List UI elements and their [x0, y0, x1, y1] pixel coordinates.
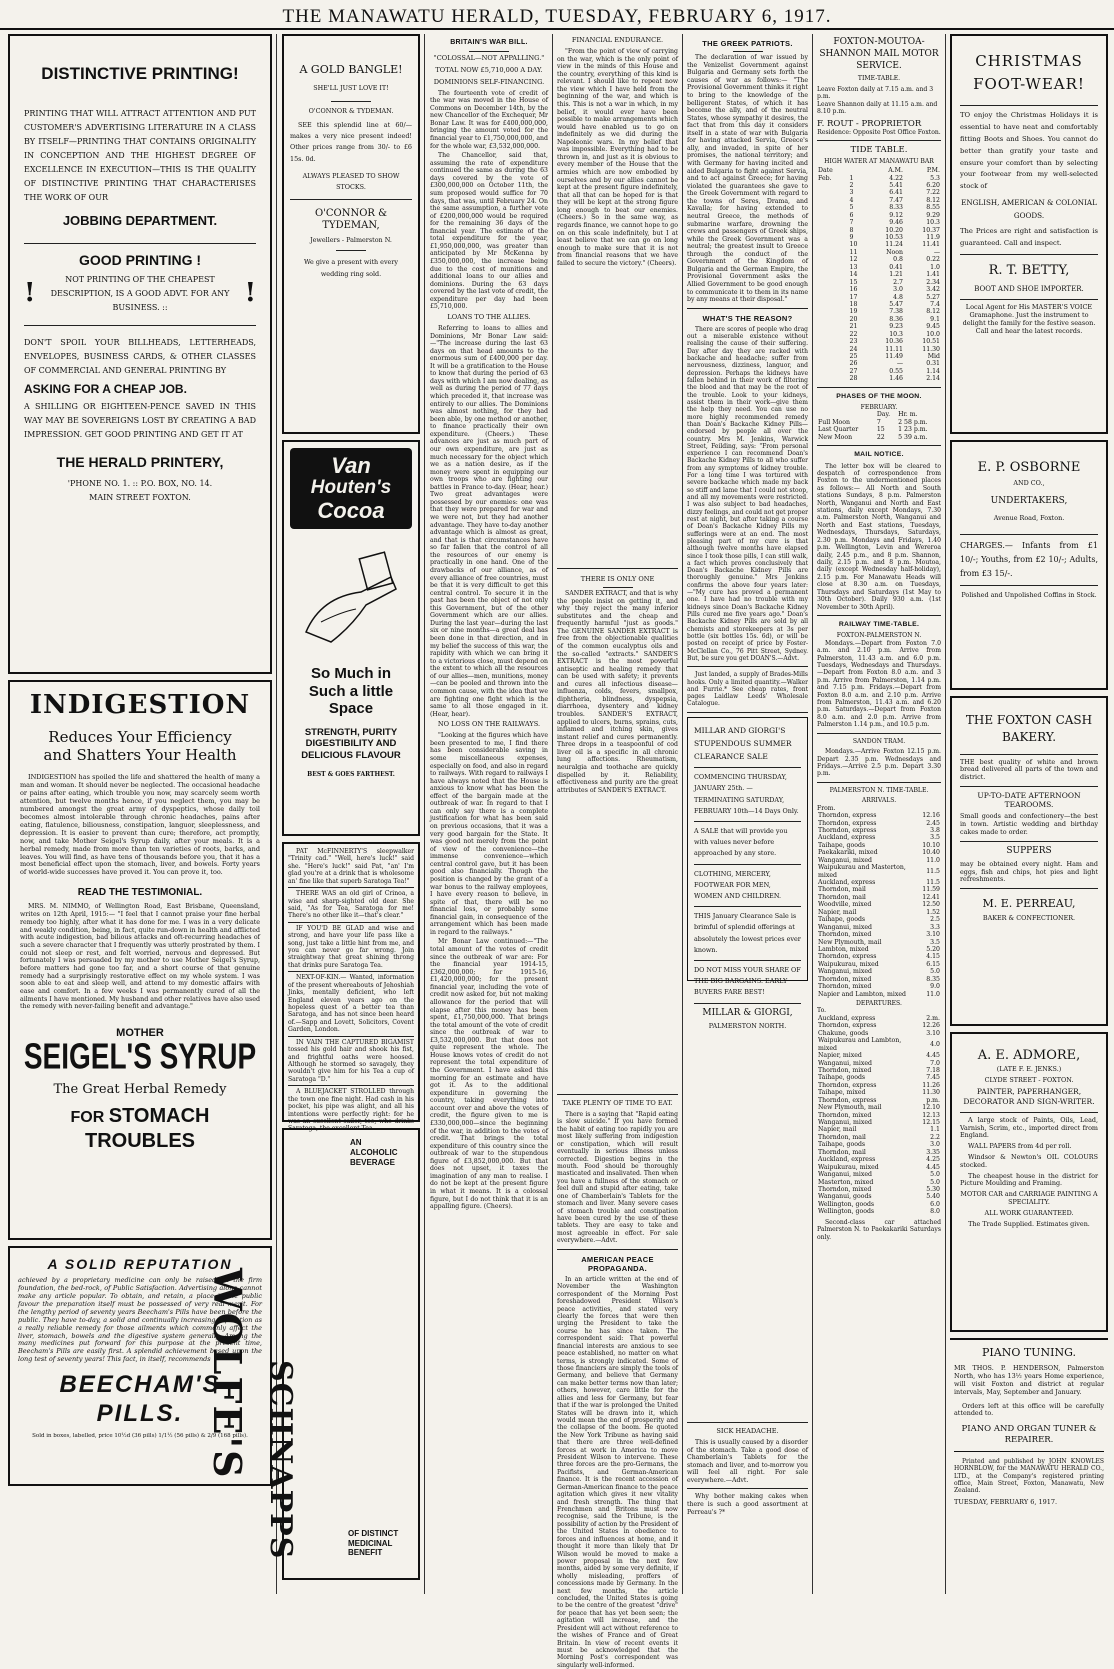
stomach-troubles: STOMACH TROUBLES — [85, 1105, 210, 1152]
imprint-date: TUESDAY, FEBRUARY 6, 1917. — [954, 1497, 1058, 1506]
beechams-pills: BEECHAM'S PILLS. — [59, 1371, 221, 1428]
bakery-tea-body: Small goods and confectionery—the best in town. Artistic wedding and birthday cakes made to order. — [960, 812, 1098, 836]
admore-addr: CLYDE STREET - FOXTON. — [984, 1075, 1074, 1084]
moon-col: Day. — [876, 411, 891, 419]
millar-title: MILLAR AND GIORGI'S STUPENDOUS SUMMER CLEARANCE SALE — [694, 725, 792, 762]
perreau-trade: BAKER & CONFECTIONER. — [982, 913, 1076, 922]
testimonial: MRS. M. NIMMO, of Wellington Road, East Brisbane, Queensland, writes on 12th April, 1915:— "I feel that I cannot praise your fine herbal remedy too highly, after what it has done for me. I was in a very delicate and weakly condition, being, in fact, quite run-down in health and afflicted with acute indigestion, bad bilious attacks and oft-recurring headaches of such a severe character that I frequently was utterly prostrated by them. I could not sleep or rest, and felt worried, nervous and depressed. But fortunately I was persuaded by my mother to use Mother Seigel's Syrup, before matters had gone too far, and a short course of that genuine remedy had a surprisingly restorative effect on my whole system. I was soon able to eat and sleep well, and attend to my domestic affairs with ease and comfort. In a few weeks I was permanently cured of all the ailments I have mentioned. My husband and other relatives have also used the remedy with never-failing benefit and advantage." — [20, 903, 260, 1011]
bangle-firm: O'CONNOR & TYDEMAN. — [308, 107, 394, 116]
cakes-notice: Why bother making cakes when there is such a good assortment at Perreau's ?* — [687, 1493, 808, 1516]
headache-head: SICK HEADACHE. — [716, 1427, 779, 1435]
railways-head: NO LOSS ON THE RAILWAYS. — [437, 720, 541, 729]
millar-b4: DO NOT MISS YOUR SHARE OF THE BIG BARGAINS. EARLY BUYERS FARE BEST! — [694, 966, 801, 997]
suppers-body: may be obtained every night. Ham and eggs, fish and chips, hot pies and light refreshments. — [960, 859, 1098, 884]
always-pleased: ALWAYS PLEASED TO SHOW STOCKS. — [302, 171, 400, 192]
tide-row: 7 9.46 10.3 — [849, 219, 940, 227]
tide-row: Feb. 1 4.22 5.3 — [818, 174, 940, 182]
war-bill-para: The Chancellor, said that, assuming the rate of expenditure continued the same as during the 63 days covered by the vote of £300,000,000 on October 11th, the sum proposed would suffice for 70 days, that was, until February 24. On the same assumption, a further vote of £200,000,000 would be required for the remaining 36 days of the financial year. The estimate of the total expenditure for the year, £1,950,000,000, was greater than anticipated by Mr McKenna by £350,000,000, the increase being due to the cost of munitions and additional loans to our allies and dominions. During the 63 days covered by the last vote of credit, the expenditure per day had been £5,710,000. — [430, 152, 548, 311]
admore-b5: MOTOR CAR and CARRIAGE PAINTING A SPECIALITY. — [960, 1190, 1098, 1207]
tide-row: 15 2.7 2.34 — [849, 278, 940, 286]
bakery-ad — [950, 696, 1108, 1026]
christmas-title: CHRISTMAS FOOT-WEAR! — [973, 52, 1085, 93]
timetable-row: Taihape, goods 7.45 — [818, 1074, 940, 1082]
timetable-row: Napier and Lambton, mixed 11.0 — [818, 990, 940, 998]
admore-name: A. E. ADMORE, — [977, 1048, 1081, 1063]
timetable-row: Waipukurau, mixed 4.45 — [818, 1163, 940, 1171]
timetable-row: Thorndon, mail 11.59 — [818, 886, 940, 894]
phone-box: 'PHONE NO. 1. :: P.O. BOX, NO. 14. — [67, 479, 213, 489]
timetable-row: Thorndon, express 3.8 — [818, 826, 940, 834]
column-7 — [950, 34, 1108, 1594]
osborne-trade: UNDERTAKERS, — [990, 495, 1068, 506]
timetable-row: Chakune, goods 3.10 — [818, 1029, 940, 1037]
space: Space — [328, 699, 374, 717]
tide-row: 2 5.41 6.20 — [849, 181, 940, 189]
osborne-co: AND CO., — [1013, 478, 1045, 487]
headache-body: This is usually caused by a disorder of the stomach. Take a good dose of Chamberlain's Tablets for the stomach and liver, and to-morrow you will feel all right. For sale everywhere.—Advt. — [687, 1439, 808, 1484]
war-bill-para: Referring to loans to allies and Dominions, Mr Bonar Law said:—"The increase during the last 63 days on that head amounts to the enormous sum of £400,000 per day. It will be a gratification to the House to know that during the period of 63 days with which I am now dealing, as well as during the period of 77 days which preceded it, that increase was entirely to our allies. The Dominions was almost nothing, for they had been able, by one method or another, to finance practically their own expenditure. (Cheers.) These advances are just as much part of our own expenditure, are just as much necessary for the object which we as a nation desire, as if the money were spent in equipping our own troops who are fighting our battles in France to-day. (Hear, hear.) Two great advantages were possessed by our enemies: one was that they were prepared for war and we were not, but they had another advantage. They have to-day another advantage which is almost as great, and that is that circumstances have so far fallen that the control of all the resources of our enemy is practically in one hand. One of the drawbacks of our alliance, as of every alliance of free countries, must be that it is very difficult to get this central control. To secure it in the past has been the object of not only this Government, but of the other Government which are our allies. During the last year—during the last six or nine months—a great deal has been done in that direction, and in my belief the success of this war, the rapidity with which we can bring it to a victorious close, must depend on the extent to which all the resources of our allies—men, munitions, money—can be pooled and thrown into the common cause, with the idea that we are fighting one fight which is the same to all those engaged in it. (Hear, hear). — [430, 324, 548, 718]
timetable-row: Thorndon, mail 3.35 — [818, 1148, 940, 1156]
osborne-charges: CHARGES.— Infants from £1 10/-; Youths, from £2 10/-; Adults, from £3 15/-. — [960, 541, 1098, 579]
financial-endurance-head: FINANCIAL ENDURANCE. — [571, 36, 664, 44]
timetable-row: Thorndon, express 12.26 — [818, 1022, 940, 1030]
tide-row: 20 8.36 9.1 — [849, 315, 940, 323]
timetable-row: Waipukurau, mixed 6.15 — [818, 960, 940, 968]
bakery-body: THE best quality of white and brown bread delivered all parts of the town and district. — [960, 757, 1098, 782]
tide-row: 14 1.21 1.41 — [849, 271, 940, 279]
saratoga-par: IN VAIN THE CAPTURED BIGAMIST tossed his gold hair and shook his fist, and frightful oaths were hoosed. Although he stormed so savagely, they wouldn't give him for his Tea a cup of Saratoga "D." — [288, 1038, 414, 1083]
timetable-row: Thorndon, mail 12.41 — [818, 893, 940, 901]
timetable-row: Thorndon, express p.m. — [818, 1096, 940, 1104]
tide-row: 18 5.47 7.4 — [849, 300, 940, 308]
tide-sub: HIGH WATER AT MANAWATU BAR — [824, 157, 934, 165]
timetable-row: Thorndon, mixed 5.30 — [818, 1185, 940, 1193]
sandon-body: Mondays.—Arrive Foxton 12.15 p.m. Depart 2.35 p.m. Wednesdays and Fridays.—Arrive 2.5 p.m. Depart 3.30 p.m. — [817, 748, 941, 778]
timetable-row: Wellington, goods 8.0 — [818, 1208, 940, 1216]
column-rule — [812, 34, 813, 1594]
perreau-name: M. E. PERREAU, — [982, 897, 1076, 911]
bangle-body2: SEE this splendid line at 60/— makes a very nice present indeed! Other prices range from 30/- to £6 15s. 0d. — [290, 121, 412, 163]
piano-ad — [950, 1338, 1108, 1568]
alcoholic-beverage: AN ALCOHOLIC BEVERAGE — [350, 1138, 398, 1167]
tide-row: 4 7.47 8.12 — [849, 196, 940, 204]
timetable-row: Thorndon, mixed 9.0 — [818, 983, 940, 991]
beecham-foot: Sold in boxes, labelled, price 10½d (36 pills) 1/1½ (56 pills) & 2/9 (168 pills). — [32, 1432, 248, 1439]
war-bill-sub: "COLOSSAL—NOT APPALLING." — [433, 53, 545, 62]
tide-row: 19 7.38 8.12 — [849, 308, 940, 316]
printing-ad — [8, 34, 272, 674]
tide-row: 10 11.24 11.41 — [849, 241, 940, 249]
timetable-row: Thorndon, express 4.15 — [818, 953, 940, 961]
indigestion-title: INDIGESTION — [29, 690, 251, 720]
osborne-coffins: Polished and Unpolished Coffins in Stock. — [961, 591, 1097, 600]
headache-block — [687, 1418, 808, 1594]
timetable-row: Taihape, goods 3.0 — [818, 1141, 940, 1149]
admore-b1: A large stock of Paints, Oils, Lead, Varnish, Scrim, etc., imported direct from England. — [960, 1115, 1098, 1140]
tide-row: 5 8.33 8.55 — [849, 204, 940, 212]
plenty-body: There is a saying that "Rapid eating is slow suicide." If you have formed the habit of eating too rapidly you are most likely suffering from indigestion or constipation, which will result eventually in serious illness unless corrected. Digestion begins in the mouth. Food should be thoroughly masticated and insalivated. Then when you have a fullness of the stomach or feel dull and stupid after eating, take one of Chamberlain's Tablets for the stomach and liver. Many severe cases of stomach trouble and constipation have been cured by the use of these tablets. They are easy to take and most agreeable in effect. For sale everywhere.—Advt. — [557, 1111, 678, 1245]
millar-name: MILLAR & GIORGI, — [702, 1007, 793, 1018]
imprint: Printed and published by JOHN KNOWLES HORNBLOW, for the MANAWATU HERALD CO., LTD., at the Company's registered printing office, Main Street, Foxton, Manawatu, New Zealand. — [954, 1458, 1104, 1495]
war-bill-para: The fourteenth vote of credit of the war was moved in the House of Commons on December 14th, by the new Chancellor of the Exchequer, Mr Bonar Law. It was for £400,000,000, bringing the amount voted for the financial year to £1,750,000,000, and for the whole war, £3,532,000,000. — [430, 89, 548, 150]
timetable-row: Auckland, express 2.m. — [818, 1014, 940, 1022]
tide-row: 26 — 0.31 — [849, 360, 940, 368]
war-bill-sub: DOMINIONS SELF-FINANCING. — [433, 77, 545, 86]
street: MAIN STREET FOXTON. — [89, 493, 191, 503]
seigels-syrup: SEIGEL'S SYRUP — [23, 1036, 257, 1077]
timetable-row: Napier, mail 1.1 — [818, 1126, 940, 1134]
piano-body: MR THOS. P. HENDERSON, Palmerston North, who has 13½ years Home experience, will visit Foxton and district at regular intervals, May, September and January. — [954, 1364, 1104, 1396]
beecham-body: achieved by a proprietary medicine can only be raised on the firm foundation, the bed-rock, of Public Satisfaction. Advertising alone cannot make any article popular. To obtain, and retain, a place in the public favour the preparation itself must be possessed of very real merit. For the lengthy period of seventy years Beecham's Pills have been before the public. They have to-day, a solid and continually increasing reputation as a really reliable remedy for those ailments which commonly affect the liver, stomach, bowels and the digestive system generally. Among the many medicines put forward for this purpose at the present time, Beecham's Pills are easily first. A splendid achievement based upon the long test of seventy years! This fact, in itself, recommends — [18, 1276, 262, 1364]
tide-col: Date — [818, 167, 833, 175]
suppers: SUPPERS — [1006, 845, 1052, 856]
column-rule — [945, 34, 946, 1594]
herbal-remedy: The Great Herbal Remedy — [53, 1082, 227, 1098]
masthead — [0, 0, 1114, 30]
newspaper-title: THE MANAWATU HERALD, TUESDAY, FEBRUARY 6, 1917. — [282, 6, 832, 27]
bakery-tea: UP-TO-DATE AFTERNOON TEAROOMS. — [977, 791, 1081, 810]
mail-notice-title: MAIL NOTICE. — [854, 451, 904, 459]
for-word: FOR — [70, 1109, 105, 1127]
piano-title: PIANO TUNING. — [982, 1346, 1076, 1359]
column-3 — [430, 34, 548, 1594]
timetable-row: Auckland, express 11.5 — [818, 879, 940, 887]
christmas-body: TO enjoy the Christmas Holidays it is essential to have neat and comfortably fitting Boots and Shoes. You cannot do better than gratify your taste and ensure your comfort than by selecting your footwear from my well-selected stock of — [960, 111, 1098, 191]
tide-row: 28 1.46 2.14 — [849, 375, 940, 383]
admore-ad — [950, 1032, 1108, 1332]
moon-table — [817, 411, 941, 441]
tide-row: 27 0.55 1.14 — [849, 367, 940, 375]
bangle-ad — [282, 34, 420, 434]
timetable-row: Thorndon, express 12.16 — [818, 812, 940, 820]
column-2 — [205, 34, 420, 1594]
to-label: To. — [817, 1007, 827, 1015]
cocoa-ad — [282, 440, 420, 836]
railway-title: RAILWAY TIME-TABLE. — [838, 620, 920, 628]
van-houtens-logo: Van Houten's Cocoa — [290, 448, 412, 529]
millar-dates: COMMENCING THURSDAY, JANUARY 25th. — TERMINATING SATURDAY, FEBRUARY 10th—14 Days Only. — [694, 773, 799, 815]
tide-row: 22 10.3 10.0 — [849, 330, 940, 338]
tide-row: 3 6.41 7.22 — [849, 189, 940, 197]
tide-row: 21 9.23 9.45 — [849, 323, 940, 331]
timetable-row: Napier, mixed 4.45 — [818, 1052, 940, 1060]
tide-row: 16 3.0 3.42 — [849, 286, 940, 294]
arrivals-table — [817, 812, 941, 998]
cocoa-hand-illustration — [291, 537, 411, 657]
testimonial-head: READ THE TESTIMONIAL. — [77, 887, 203, 899]
exclamation-icon: ! — [244, 277, 256, 308]
tide-row: 12 0.8 0.22 — [849, 256, 940, 264]
tide-row: 13 0.41 1.0 — [849, 263, 940, 271]
admore-b4: The cheapest house in the district for Picture Moulding and Framing. — [960, 1171, 1098, 1188]
tide-col: P.M. — [926, 167, 940, 175]
railway-sub: FOXTON-PALMERSTON N. — [836, 632, 922, 640]
greek-body: The declaration of war issued by the Venizelist Government against Bulgaria and Germany sets forth the causes of war as follows:— "The Provisional Government thinks it right to bring to the knowledge of the belligerent States, of which it has become the ally, and of the neutral States, whose sympathy it desires, the fact that from this day it considers itself in a state of war with Bulgaria for having attacked Servia, Greece's ally, and invaded, in spite of her promises, the national territory; and with Germany for having incited and aided Bulgaria to fight against Servia, and to act against Greece; for having violated the guarantees she gave to the Greek Government with regard to the towns of Seres, Drama, and Kavalla; for having extended to neutral Greece, the methods of submarine warfare, drowning the crews and passengers of Greek ships, while the Greek Government was a neutral; the greatest insult to Greece through the conduct of the Government of the Kingdom of Bulgaria and the German Empire, the Provisional Government asks the Allied Government to be good enough to communicate it to them in its name by any means at their disposal." — [687, 54, 808, 304]
war-bill-para: "Looking at the figures which have been presented to me, I find there has been considerable saving in some miscellaneous expenses, especially on food, and also in regard to railways. With regard to railways I have always noted that the House is anxious to know what has been the effect of the bargain made at the outbreak of war. In regard to that I can only say there is a complete justification for what has been said on previous occasions, that it was a very good bargain for the State. It was good not merely from the point of view of the convenience—the immense convenience—which central control gave, but it has been good also financially. Though the position is changed by the grant of a war bonus to the railway employees, I have every reason to believe, in spite of that, there will be no financial loss, or probably some financial gain, in consequence of the arrangement which has been made in regard to the railways." — [430, 732, 548, 936]
mail-service-title: FOXTON-MOUTOA-SHANNON MAIL MOTOR SERVICE. — [819, 37, 939, 72]
timetable-row: Wanganui, mixed 11.0 — [818, 856, 940, 864]
plenty-head: TAKE PLENTY OF TIME TO EAT. — [562, 1099, 673, 1107]
so-much-in: So Much in — [311, 665, 391, 683]
tide-row: 23 10.36 10.51 — [849, 338, 940, 346]
medicinal-benefit: OF DISTINCT MEDICINAL BENEFIT — [348, 1528, 399, 1558]
millar-town: PALMERSTON NORTH. — [708, 1021, 787, 1030]
reason-body: There are scores of people who drag out a miserable existence without realising the cause of their suffering. Day after day they are racked with backache and headache; suffer from nervousness, dizziness, languor, and depression. Perhaps the kidneys have fallen behind in their work of filtering the blood and that may be the root of the trouble. Look to your kidneys, assist them in their work—give them the help they need. You can use no more highly recommended remedy than Doan's Backache Kidney Pills—endorsed by people all over the country. Mrs M. Jenkins, Warwick Street, Feilding, says: "From personal experience I can recommend Doan's Backache Kidney Pills to all who suffer from any symptoms of kidney trouble. For a long time I was tortured with severe backache which made my back so stiff and lame that I could not stoop, and all my movements were restricted. I was also subject to bad headaches, dizzy feelings, and could not get proper rest at night, but after taking a course of Doan's Backache Kidney Pills my sufferings were at an end. The most pleasing part of my cure is that although twelve months have elapsed since I took those pills, I can still walk, a fact which proves conclusively that Doan's Backache Kidney Pills are thoroughly genuine." Mrs Jenkins confirms the above four years later:—"My cure has proved a permanent one. I have had no trouble with my kidneys since Doan's Backache Kidney Pills cured me five years ago." Doan's Backache Kidney Pills are sold by all chemists and storekeepers at 3s per bottle (six bottles 15s. 6d), or will be posted on receipt of price by Foster-McClellan Co., 76 Pitt Street, Sydney. But, be sure you get DOAN'S.—Advt. — [687, 325, 808, 662]
oconnor-name: O'CONNOR & TYDEMAN, — [314, 208, 388, 232]
timetable-row: Thorndon, mail 2.2 — [818, 1133, 940, 1141]
greek-head: THE GREEK PATRIOTS. — [702, 39, 793, 48]
moon-col: Hr. m. — [898, 411, 918, 419]
betty-trade: BOOT AND SHOE IMPORTER. — [974, 285, 1084, 294]
piano-orders: Orders left at this office will be carefully attended to. — [954, 1401, 1104, 1418]
indigestion-ad — [8, 680, 272, 1240]
timetable-row: Wellington, goods 6.0 — [818, 1200, 940, 1208]
timetable-row: Waipukurau and Lambton, mixed 4.0 — [818, 1037, 940, 1052]
admore-trade: PAINTER, PAPERHANGER, DECORATOR AND SIGN-WRITER. — [963, 1087, 1095, 1106]
timetable-row: Wanganui, mixed 7.0 — [818, 1059, 940, 1067]
mail-service-line: Leave Foxton daily at 7.15 a.m. and 3 p.m. — [817, 85, 934, 101]
timetable-row: Taihape, goods 10.10 — [818, 841, 940, 849]
timetable-row: Thorndon, mixed 8.35 — [818, 975, 940, 983]
timetable-row: Thorndon, mixed 3.10 — [818, 931, 940, 939]
tide-row: 24 11.11 11.30 — [849, 345, 940, 353]
moon-title: PHASES OF THE MOON. — [836, 392, 922, 400]
saratoga-pars — [282, 842, 420, 1133]
sander-body: SANDER EXTRACT, and that is why the people insist on getting it, and why they reject the many inferior substitutes and the cheap and frequently harmful "just as goods." The GENUINE SANDER EXTRACT is free from the objectionable qualities of the common eucalyptus oils and the so-called "extracts." SANDER'S EXTRACT is the most powerful antiseptic and healing remedy that can be used with safety; it prevents and cures all infectious disease—influenza, colds, fevers, smallpox, diphtheria, blindness, dyspepsia, diarrhoea, dysentery and kidney troubles. SANDER'S EXTRACT, applied to ulcers, burns, sprains, cuts, inflamed and itching skin, gives instant relief and cures permanently. Three drops in a teaspoonful of cod liver oil is a specific in all chronic lung affections. Rheumatism, neuralgia and toothache are quickly dispelled by it. Reliability, effectiveness and purity are the great attributes of SANDER'S EXTRACT. — [557, 590, 678, 794]
moon-row: New Moon 22 5 39 a.m. — [818, 433, 928, 441]
column-rule — [682, 34, 683, 1594]
asking-cheap: ASKING FOR A CHEAP JOB. — [24, 381, 187, 396]
tide-table — [817, 167, 941, 383]
tide-row: 9 10.53 11.9 — [849, 234, 940, 242]
timetable-row: Thorndon, express 11.26 — [818, 1081, 940, 1089]
timetable-row: Auckland, express 3.5 — [818, 834, 940, 842]
timetable-row: Wanganui, goods 5.40 — [818, 1193, 940, 1201]
jobbing-department: JOBBING DEPARTMENT. — [62, 212, 218, 228]
admore-b2: WALL PAPERS from 4d per roll. — [968, 1142, 1072, 1151]
timetable-row: Woodville, mixed 12.50 — [818, 901, 940, 909]
column-4-lower — [557, 1090, 678, 1669]
herald-printery: THE HERALD PRINTERY, — [56, 454, 224, 471]
admore-b7: The Trade Supplied. Estimates given. — [968, 1219, 1090, 1228]
timetable-row: Wanganui, mixed 3.3 — [818, 923, 940, 931]
admore-b6: ALL WORK GUARANTEED. — [984, 1208, 1074, 1217]
mail-notice-body: The letter box will be cleared to despatch of correspondence from Foxton to the undermentioned places as follows:— All North and South stations Sundays, 8 p.m. Palmerston North, Wanganui and North and East stations, daily except Mondays, 7.30 a.m. Palmerston North, Wanganui and North and East stations, Tuesdays, Wednesdays, Thursdays, Saturdays, 2.30 p.m. Mondays and Fridays, 1.40 p.m. Wellington, Levin and Wereroa daily, 2.45 p.m., and 8 p.m. Shannon, daily, 2.15 p.m. and 8 p.m. Moutoa, daily (except Wednesday half-holiday), 2.15 p.m. For Manawatu Heads will close at 8.30 a.m. on Tuesdays, Thursdays and Saturdays (1st May to 30th October). Daily 930 a.m. (1st November to 30th April). — [817, 462, 941, 611]
timetable-row: Lambton, mixed 5.20 — [818, 945, 940, 953]
saved-text: A SHILLING OR EIGHTEEN-PENCE SAVED IN THIS WAY MAY BE SOVEREIGNS LOST BY CREATING A BAD IMPRESSION. GET GOOD PRINTING AND GET IT AT — [24, 402, 256, 440]
loans-head: LOANS TO THE ALLIES. — [447, 312, 531, 321]
strength-purity: STRENGTH, PURITY DIGESTIBILITY AND DELICIOUS FLAVOUR — [301, 727, 401, 761]
timetable-row: Thorndon, express 2.45 — [818, 819, 940, 827]
mother: MOTHER — [116, 1026, 164, 1039]
good-printing: GOOD PRINTING ! — [78, 251, 202, 268]
peace-head: AMERICAN PEACE PROPAGANDA. — [581, 1254, 654, 1273]
mail-service-res: Residence: Opposite Post Office Foxton. — [817, 128, 941, 136]
osborne-addr: Avenue Road, Foxton. — [993, 513, 1065, 522]
best-goes-farthest: BEST & GOES FARTHEST. — [307, 771, 395, 779]
piano-tag: PIANO AND ORGAN TUNER & REPAIRER. — [954, 1424, 1104, 1452]
timetable-row: Masterton, mixed 5.0 — [818, 1178, 940, 1186]
wolfe-ad — [205, 1128, 420, 1580]
saratoga-par: NEXT-OF-KIN.— Wanted, information of the present whereabouts of Jehoshiah Jinks, mentally deficient, who left England eleven years ago on the hopeless quest of a better tea than Saratoga, and has not since been heard of.—Sapp and Lovett, Solicitors, Covent Garden, London. — [288, 974, 414, 1034]
moon-row: Full Moon 7 2 58 p.m. — [818, 418, 928, 426]
mail-service-prop: F. ROUT - PROPRIETOR — [817, 118, 922, 129]
bakery-title: THE FOXTON CASH BAKERY. — [965, 713, 1093, 744]
osborne-ad — [950, 440, 1108, 690]
column-rule — [424, 34, 425, 1594]
column-6 — [817, 34, 941, 1594]
millar-b2: CLOTHING, MERCERY, FOOTWEAR FOR MEN, WOMEN AND CHILDREN. — [694, 869, 782, 900]
timetable-row: Auckland, express 4.25 — [818, 1156, 940, 1164]
christmas-prices: The Prices are right and satisfaction is guaranteed. Call and inspect. — [960, 227, 1098, 248]
ad-title: DISTINCTIVE PRINTING! — [41, 64, 239, 83]
column-5 — [687, 34, 808, 1594]
wedding-ring: We give a present with every wedding ring sold. — [303, 258, 399, 278]
osborne-name: E. P. OSBORNE — [977, 460, 1081, 475]
palmerston-title: PALMERSTON N. TIME-TABLE. — [829, 786, 929, 794]
bangle-sub: SHE'LL JUST LOVE IT! — [313, 84, 389, 93]
timetable-row: Paekakariki, mixed 10.40 — [818, 849, 940, 857]
betty-agent: Local Agent for His MASTER'S VOICE Gramaphone. Just the instrument to delight the family for the festive season. Call and hear the latest records. — [962, 303, 1096, 336]
timetable-row: New Plymouth, mail 12.10 — [818, 1104, 940, 1112]
saratoga-par: IF YOU'D BE GLAD and wise and strong, and have your life pass like a song, just take a little hint from me, and you can never go far wrong. Join straightway that great shining throng that drinks pure Saratoga Tea. — [288, 924, 414, 969]
timetable-row: Wanganui, mixed 5.0 — [818, 968, 940, 976]
from-label: From. — [817, 804, 836, 812]
jewellers: Jewellers - Palmerston N. — [310, 235, 392, 244]
dont-spoil: DON'T SPOIL YOUR BILLHEADS, LETTERHEADS, ENVELOPES, BUSINESS CARDS, & OTHER CLASSES OF COMMERCIAL AND GENERAL PRINTING BY — [24, 337, 256, 375]
admore-b3: Windsor & Newton's OIL COLOURS stocked. — [960, 1153, 1098, 1169]
wolfes-name: WOLFE'S — [205, 1268, 250, 1480]
schnapps: SCHNAPPS — [263, 1360, 298, 1560]
railway-body: Mondays.—Depart from Foxton 7.0 a.m. and 2.10 p.m. Arrive from Palmerston, 11.43 a.m. and 6.0 p.m. Tuesdays, Wednesdays and Thursdays.—Depart from Foxton 8.0 a.m. and 3 p.m. Arrive from Palmerston, 1.14 p.m. and 7.15 p.m. Fridays.—Depart from Foxton 8.0 a.m. and 2.10 p.m. Arrive from Palmerston, 11.43 a.m. and 6.20 p.m. Saturdays.—Depart from Foxton 8.0 a.m. and 2.0 p.m. Arrive from Palmerston 1.14 p.m., and 10.5 p.m. — [817, 639, 941, 729]
war-bill-sub: TOTAL NOW £5,710,000 A DAY. — [435, 65, 543, 74]
tide-row: 6 9.12 9.29 — [849, 211, 940, 219]
indigestion-body: INDIGESTION has spoiled the life and shattered the health of many a man and woman. It should never be neglected. The occasional headache or pains after eating, which trouble you now, may scarcely seem worth attention, but twelve months hence, if you neglect them, you may be numbered amongst the great army of dyspeptics, whose daily toil becomes almost intolerable through chronic headaches, pains after eating, flatulence, biliousness, constipation, languor, sleeplessness, and depression. It is easier to prevent than cure; therefore, act promptly, now, and take Mother Seigel's Syrup daily, after your meals. It is a herbal remedy, made from more than ten varieties of roots, barks, and leaves. You will find, as have tens of thousands before you, that it has a most beneficial effect upon the stomach, liver, and bowels. Forty years of world-wide successes have proved it. You can prove it, too. — [20, 773, 260, 877]
admore-late: (LATE F. E. JENKS.) — [996, 1064, 1062, 1073]
such-a-little: Such a little — [308, 682, 394, 700]
millar-ad — [687, 717, 808, 1030]
column-rule — [552, 34, 553, 1594]
arrivals: ARRIVALS. — [861, 797, 897, 805]
timetable-row: Napier, mail 1.52 — [818, 908, 940, 916]
war-bill-para: Mr Bonar Law continued:—"The total amount of the votes of credit since the outbreak of war are: For the financial year 1914-15, £362,000,000; for 1915-16, £1,420,000,000; for the present financial year, including the vote of credit now asked for, but not making allowance for the period that will elapse after this money has been spent, £1,750,000,000. That brings the total amount of the vote of credit since the outbreak of war to £3,532,000,000. But that does not quite represent the whole. The House knows votes of credit do not represent the total expenditure of the Government. I have asked this morning for an estimate and have got it. As to the additional expenditure in governing the country, taking everything into account over and above the votes of credit, the figure given to me is £330,000,000—since the beginning of the war, in addition to the votes of credit. That brings the total expenditure of this country since the outbreak of war to the stupendous figure of £3,852,000,000. But that does not upset, it taxes the imagination of any man to realise. I do not be kept at the present figure in what it means. It is a colossal figure, but I do not think that it is an appalling figure. (Cheers). — [430, 938, 548, 1211]
betty-name: R. T. BETTY, — [988, 263, 1070, 279]
brades-notice: Just landed, a supply of Brades-Mills hooks. Only a limited quantity.—Walker and Furrie.* See cheap rates, front pages Laidlaw Leeds' Wholesale Catalogue. — [687, 671, 808, 708]
timetable-row: Wanganui, mixed 5.0 — [818, 1171, 940, 1179]
tide-row: 17 4.8 5.27 — [849, 293, 940, 301]
moon-month: FEBRUARY. — [860, 404, 898, 412]
mail-service-sub: TIME-TABLE. — [857, 75, 901, 83]
ad-body: PRINTING THAT WILL ATTRACT ATTENTION AND PUT CUSTOMER'S ADVERTISING LITERATURE IN A CLASS BY ITSELF—PRINTING THAT CONTAINS ORIGINALITY IN CONCEPTION AND THE HIGHEST DEGREE OF EXCELLENCE IN EXECUTION—THIS IS THE QUALITY OF DISTINCTIVE PRINTING THAT CHARACTERISES THE WORK OF OUR — [24, 108, 256, 202]
exclamation-icon: ! — [24, 277, 36, 308]
solid-reputation: A SOLID REPUTATION — [47, 1256, 233, 1272]
mail-service-line: Leave Shannon daily at 11.15 a.m. and 8.10 p.m. — [817, 100, 938, 116]
reason-head: WHAT'S THE REASON? — [702, 313, 793, 323]
christmas-ad — [950, 34, 1108, 434]
christmas-goods: ENGLISH, AMERICAN & COLONIAL GOODS. — [961, 198, 1097, 220]
not-cheap: NOT PRINTING OF THE CHEAPEST DESCRIPTION, IS A GOOD ADVT. FOR ANY BUSINESS. :: — [50, 274, 230, 312]
timetable-row: Wanganui, mixed 12.15 — [818, 1119, 940, 1126]
palmerston-foot: Second-class car attached Palmerston N. to Paekakariki Saturdays only. — [817, 1218, 941, 1241]
departures: DEPARTURES. — [856, 1000, 902, 1008]
tide-row: 11 Noon — — [849, 248, 940, 256]
tide-row: 25 11.49 Mid — [849, 353, 940, 361]
indigestion-sub: Reduces Your Efficiency and Shatters Your Health — [43, 727, 237, 765]
peace-body: In an article written at the end of November the Washington correspondent of the Morning Post foreshadowed President Wilson's peace activities, and stated very clearly the forces that were then urging the President to take the course he has since taken. The correspondent said: That powerful financial interests are anxious to see peace established, no matter on what terms, is strongly indicated. Some of those financiers are simply the tools of Germany, and believe that Germany can make better terms now than later; others, however, care little for the allies and less for Germany, but fear that if the war is prolonged the United States will be drawn into it, which would mean the end of prosperity and the collapse of the boom. He quoted the New York Tribune as having said that there are three well-defined forces at work in America to move President Wilson to intervene. These three forces are the pro-Germans, the Pacifists, and German-American finance. It is the recent accession of German-American finance to the peace agitation which gives it new vitality and fresh strength. The thing that Frenchmen and Britons must now recognise, said the Tribune, is the possibility of action by the President of the United States in obedience to forces and influences at home, and it thought it more than likely that Dr Wilson would be moved to make a power proposal in the next few months, aided by some very definite, if wholly misleading, proffers of concessions made by Germany. In the next few months, the article concluded, the United States is going to be the centre of the greatest "drive" for peace that has yet been seen; the agitation will increase, and the President will act without reference to the wishes of France and of Great Britain. In view of recent events it must be acknowledged that the Morning Post's correspondent was singularly well-informed. — [557, 1275, 678, 1669]
war-bill-para: "From the point of view of carrying on the war, which is the only point of view in the minds of this House and the country, everything of this kind is relevant. I should like to repeat now the view which I have held from the beginning of the war, and which is this. This is not a war in which, in my belief, it would ever have been possible to make arrangements which would have enabled us to go on indefinitely as we did during the Napoleonic wars. In my belief that was impossible. Everything had to be thrown in, and just as it is obvious to every member of the House that the armies which are now embodied by ourselves and by our allies cannot be kept at the present figure indefinitely, that all that can be hoped for is that they will be kept at the strong figure long enough to beat our enemies. (Cheers.) So in the same way, as regards finance, we cannot hope to go on on this scale indefinitely, but I at least believe that we can go on long enough to make sure that it is not from financial reasons that we have failed to secure the victory." (Cheers). — [557, 48, 678, 267]
timetable-row: Taihape, mixed 11.30 — [818, 1089, 940, 1097]
timetable-row: New Plymouth, mail 3.5 — [818, 938, 940, 946]
timetable-row: Thorndon, mixed 7.18 — [818, 1066, 940, 1074]
saratoga-par: THERE WAS an old girl of Crinoa, a wise and sharp-sighted old dear. She said, "As for Tea, Saratoga for me! There's no other like it—that's clear." — [288, 890, 414, 920]
sander-head: THERE IS ONLY ONE — [580, 575, 655, 583]
moon-row: Last Quarter 15 1 23 p.m. — [818, 426, 928, 434]
war-bill-head: BRITAIN'S WAR BILL. — [450, 39, 528, 46]
departures-table — [817, 1015, 941, 1216]
saratoga-par: A BLUEJACKET STROLLED through the town one fine night. Had cash in his pocket, his pipe was alight, and all his intentions were perfectly right: for he was an excellent sailor, too, who drinks Saratoga, the excellent Tea. — [288, 1088, 414, 1133]
gold-bangle: A GOLD BANGLE! — [299, 63, 403, 76]
millar-b1: A SALE that will provide you with values never before approached by any store. — [694, 826, 788, 858]
tide-title: TIDE TABLE. — [850, 145, 908, 156]
saratoga-par: PAT McFINNERTY'S sleepwalker "Trinity cad." "Well, here's luck!" said she. "Here's luck!" said Pat, "an' I'm glad you're at a drink that is wholesome an' fine like that superb Saratoga Tea!" — [288, 848, 414, 885]
timetable-row: Waipukurau and Masterton, mixed 11.5 — [818, 864, 940, 879]
timetable-row: Taihape, goods 2.5 — [818, 916, 940, 924]
millar-b3: THIS January Clearance Sale is brimful of splendid offerings at absolutely the lowest prices ever known. — [694, 912, 801, 954]
timetable-row: Thorndon, mixed 12.13 — [818, 1111, 940, 1119]
tide-row: 8 10.20 10.37 — [849, 226, 940, 234]
sandon-title: SANDON TRAM. — [852, 737, 906, 745]
tide-col: A.M. — [888, 167, 903, 175]
